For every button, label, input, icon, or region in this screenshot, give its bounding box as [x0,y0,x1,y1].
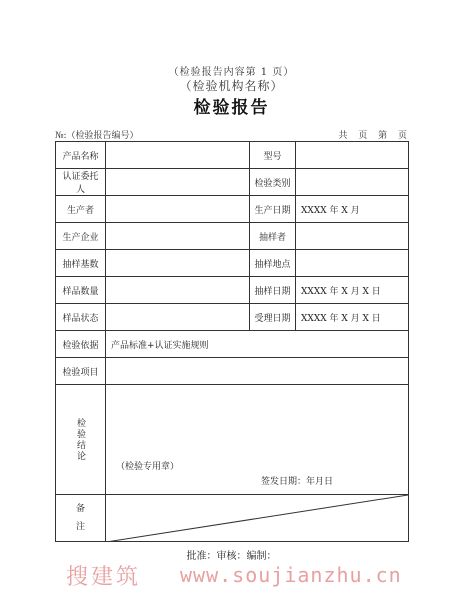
page-count: 共 页 第 页 [338,131,407,141]
inspection-type-value [296,169,409,196]
sample-status-label: 样品状态 [56,304,106,331]
page-title: 检验报告 [193,98,270,118]
product-name-value [106,142,250,169]
stamp-text: （检验专用章） [116,462,180,472]
signatures: 批准：审核：编制： [186,551,277,562]
form-row [56,277,409,304]
manufacturer-value [106,196,250,223]
sampler-label: 抽样者 [250,223,296,250]
remarks-diagonal [106,495,408,542]
sample-status-value [106,304,250,331]
sample-base-label: 抽样基数 [56,250,106,277]
form-row [56,385,409,495]
sample-place-value [296,250,409,277]
form-row [56,196,409,223]
sample-place-label: 抽样地点 [250,250,296,277]
form-row [56,358,409,385]
form-row [56,331,409,358]
sampler-value [296,223,409,250]
form-row [56,142,409,169]
watermark [0,560,463,590]
content-page-note: （检验报告内容第 1 页） [168,67,295,78]
sample-date-label: 抽样日期 [250,277,296,304]
conclusion-label: 检验结论 [75,417,85,462]
report-number: №:（检验报告编号） [55,131,139,141]
issue-date: 签发日期：年月日 [261,477,334,487]
production-date-value: XXXX 年 X 月 [296,196,409,223]
remarks-value [106,495,409,542]
watermark-cn: 搜建筑 [66,565,142,590]
sample-date-value: XXXX 年 X 月 X 日 [296,277,409,304]
sample-qty-value [106,277,250,304]
product-name-label: 产品名称 [56,142,106,169]
form-row [56,250,409,277]
form-row [56,169,409,196]
manufacturer-label: 生产者 [56,196,106,223]
items-value [106,358,409,385]
inspection-type-label: 检验类别 [250,169,296,196]
client-value [106,169,250,196]
factory-label: 生产企业 [56,223,106,250]
form-row [56,495,409,542]
factory-value [106,223,250,250]
model-value [296,142,409,169]
report-form [55,141,409,542]
form-row [56,223,409,250]
accept-date-label: 受理日期 [250,304,296,331]
conclusion-label-cell [56,385,106,495]
watermark-url: www.soujianzhu.cn [180,563,402,587]
production-date-label: 生产日期 [250,196,296,223]
items-label: 检验项目 [56,358,106,385]
basis-label: 检验依据 [56,331,106,358]
form-row [56,304,409,331]
sample-qty-label: 样品数量 [56,277,106,304]
basis-value: 产品标准+认证实施规则 [106,331,409,358]
conclusion-value [106,385,409,495]
accept-date-value: XXXX 年 X 月 X 日 [296,304,409,331]
client-label: 认证委托人 [56,169,106,196]
remarks-label: 备 注 [56,495,106,542]
org-name: （检验机构名称） [179,79,284,93]
sample-base-value [106,250,250,277]
model-label: 型号 [250,142,296,169]
